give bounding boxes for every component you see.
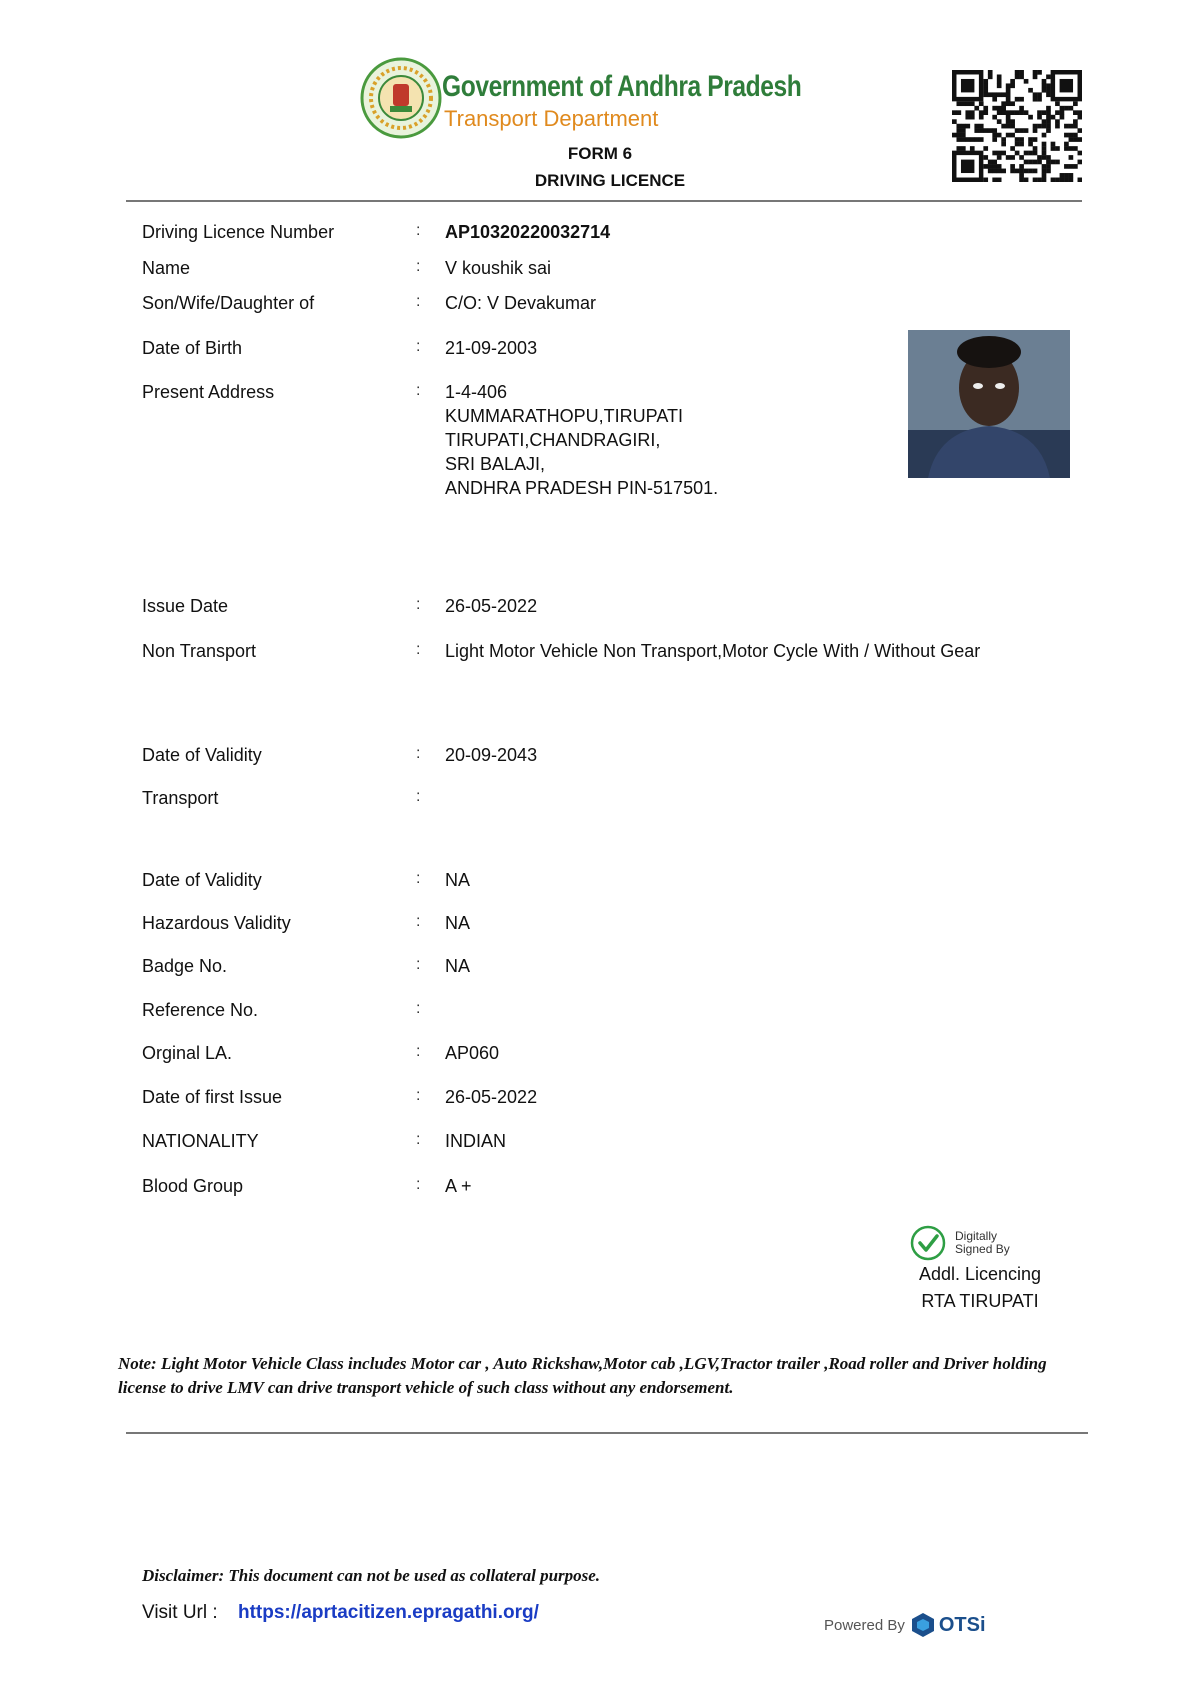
label-validity-non-transport: Date of Validity <box>142 745 262 765</box>
colon: : <box>416 382 421 399</box>
label-address: Present Address <box>142 382 275 402</box>
colon: : <box>416 913 421 930</box>
otsi-logo-icon <box>910 1612 936 1638</box>
colon: : <box>416 788 421 805</box>
value-orginal-la: AP060 <box>445 1043 500 1063</box>
digital-signature-badge <box>910 1225 1050 1261</box>
label-issue-date: Issue Date <box>142 596 229 616</box>
colon: : <box>416 1000 421 1017</box>
colon: : <box>416 1043 421 1060</box>
label-badge-no: Badge No. <box>142 956 228 976</box>
label-orginal-la: Orginal LA. <box>142 1043 233 1063</box>
visit-url-label: Visit Url : <box>142 1602 218 1623</box>
header-divider <box>126 200 1082 202</box>
colon: : <box>416 338 421 355</box>
label-transport: Transport <box>142 788 219 808</box>
address-line: KUMMARATHOPU,TIRUPATI <box>445 406 683 426</box>
value-validity-transport: NA <box>445 870 471 890</box>
visit-url-link[interactable]: https://aprtacitizen.epragathi.org/ <box>238 1602 539 1623</box>
label-reference-no: Reference No. <box>142 1000 259 1020</box>
value-dl-number: AP10320220032714 <box>445 222 611 242</box>
value-relation: C/O: V Devakumar <box>445 293 597 313</box>
colon: : <box>416 222 421 239</box>
powered-by-label: Powered By <box>824 1616 905 1634</box>
colon: : <box>416 870 421 887</box>
department-title: Transport Department <box>444 106 659 131</box>
signed-by-text: Signed By <box>955 1242 1010 1256</box>
value-badge-no: NA <box>445 956 471 976</box>
label-dob: Date of Birth <box>142 338 243 358</box>
document-title: DRIVING LICENCE <box>534 171 686 190</box>
lmv-note: Note: Light Motor Vehicle Class includes Motor car , Auto Rickshaw,Motor cab ,LGV,Tractor trailer ,Road roller and Driver holding license to drive LMV can drive transport vehicle of such class without any endorsement. <box>118 1354 1047 1397</box>
powered-by <box>824 1610 986 1640</box>
qr-code-icon <box>952 70 1082 182</box>
signer-office: RTA TIRUPATI <box>921 1291 1039 1311</box>
label-hazardous-validity: Hazardous Validity <box>142 913 291 933</box>
value-issue-date: 26-05-2022 <box>445 596 538 616</box>
otsi-brand: OTSi <box>938 1613 986 1636</box>
colon: : <box>416 1176 421 1193</box>
disclaimer: Disclaimer: This document can not be used as collateral purpose. <box>142 1566 601 1585</box>
label-non-transport: Non Transport <box>142 641 257 661</box>
address-line: SRI BALAJI, <box>445 454 546 474</box>
colon: : <box>416 258 421 275</box>
label-dl-number: Driving Licence Number <box>142 222 335 242</box>
value-hazardous-validity: NA <box>445 913 471 933</box>
colon: : <box>416 956 421 973</box>
label-nationality: NATIONALITY <box>142 1131 259 1151</box>
digitally-text: Digitally <box>955 1229 998 1243</box>
value-validity-non-transport: 20-09-2043 <box>445 745 538 765</box>
colon: : <box>416 745 421 762</box>
licence-holder-photo <box>908 330 1070 478</box>
address-line: ANDHRA PRADESH PIN-517501. <box>445 478 719 498</box>
value-name: V koushik sai <box>445 258 552 278</box>
value-dob: 21-09-2003 <box>445 338 538 358</box>
ap-emblem-logo <box>360 57 442 139</box>
colon: : <box>416 596 421 613</box>
government-title: Government of Andhra Pradesh <box>442 70 802 103</box>
value-nationality: INDIAN <box>445 1131 507 1151</box>
value-non-transport: Light Motor Vehicle Non Transport,Motor Cycle With / Without Gear <box>445 641 981 661</box>
colon: : <box>416 641 421 658</box>
label-validity-transport: Date of Validity <box>142 870 262 890</box>
colon: : <box>416 1131 421 1148</box>
label-blood-group: Blood Group <box>142 1176 244 1196</box>
label-name: Name <box>142 258 191 278</box>
colon: : <box>416 293 421 310</box>
value-first-issue: 26-05-2022 <box>445 1087 538 1107</box>
label-relation: Son/Wife/Daughter of <box>142 293 315 313</box>
address-line: TIRUPATI,CHANDRAGIRI, <box>445 430 661 450</box>
form-number: FORM 6 <box>567 144 633 163</box>
checkmark-icon <box>910 1225 946 1261</box>
signer-designation: Addl. Licencing <box>918 1264 1042 1284</box>
address-line: 1-4-406 <box>445 382 508 402</box>
label-first-issue: Date of first Issue <box>142 1087 283 1107</box>
value-blood-group: A + <box>445 1176 472 1196</box>
footer-divider <box>126 1432 1088 1434</box>
colon: : <box>416 1087 421 1104</box>
